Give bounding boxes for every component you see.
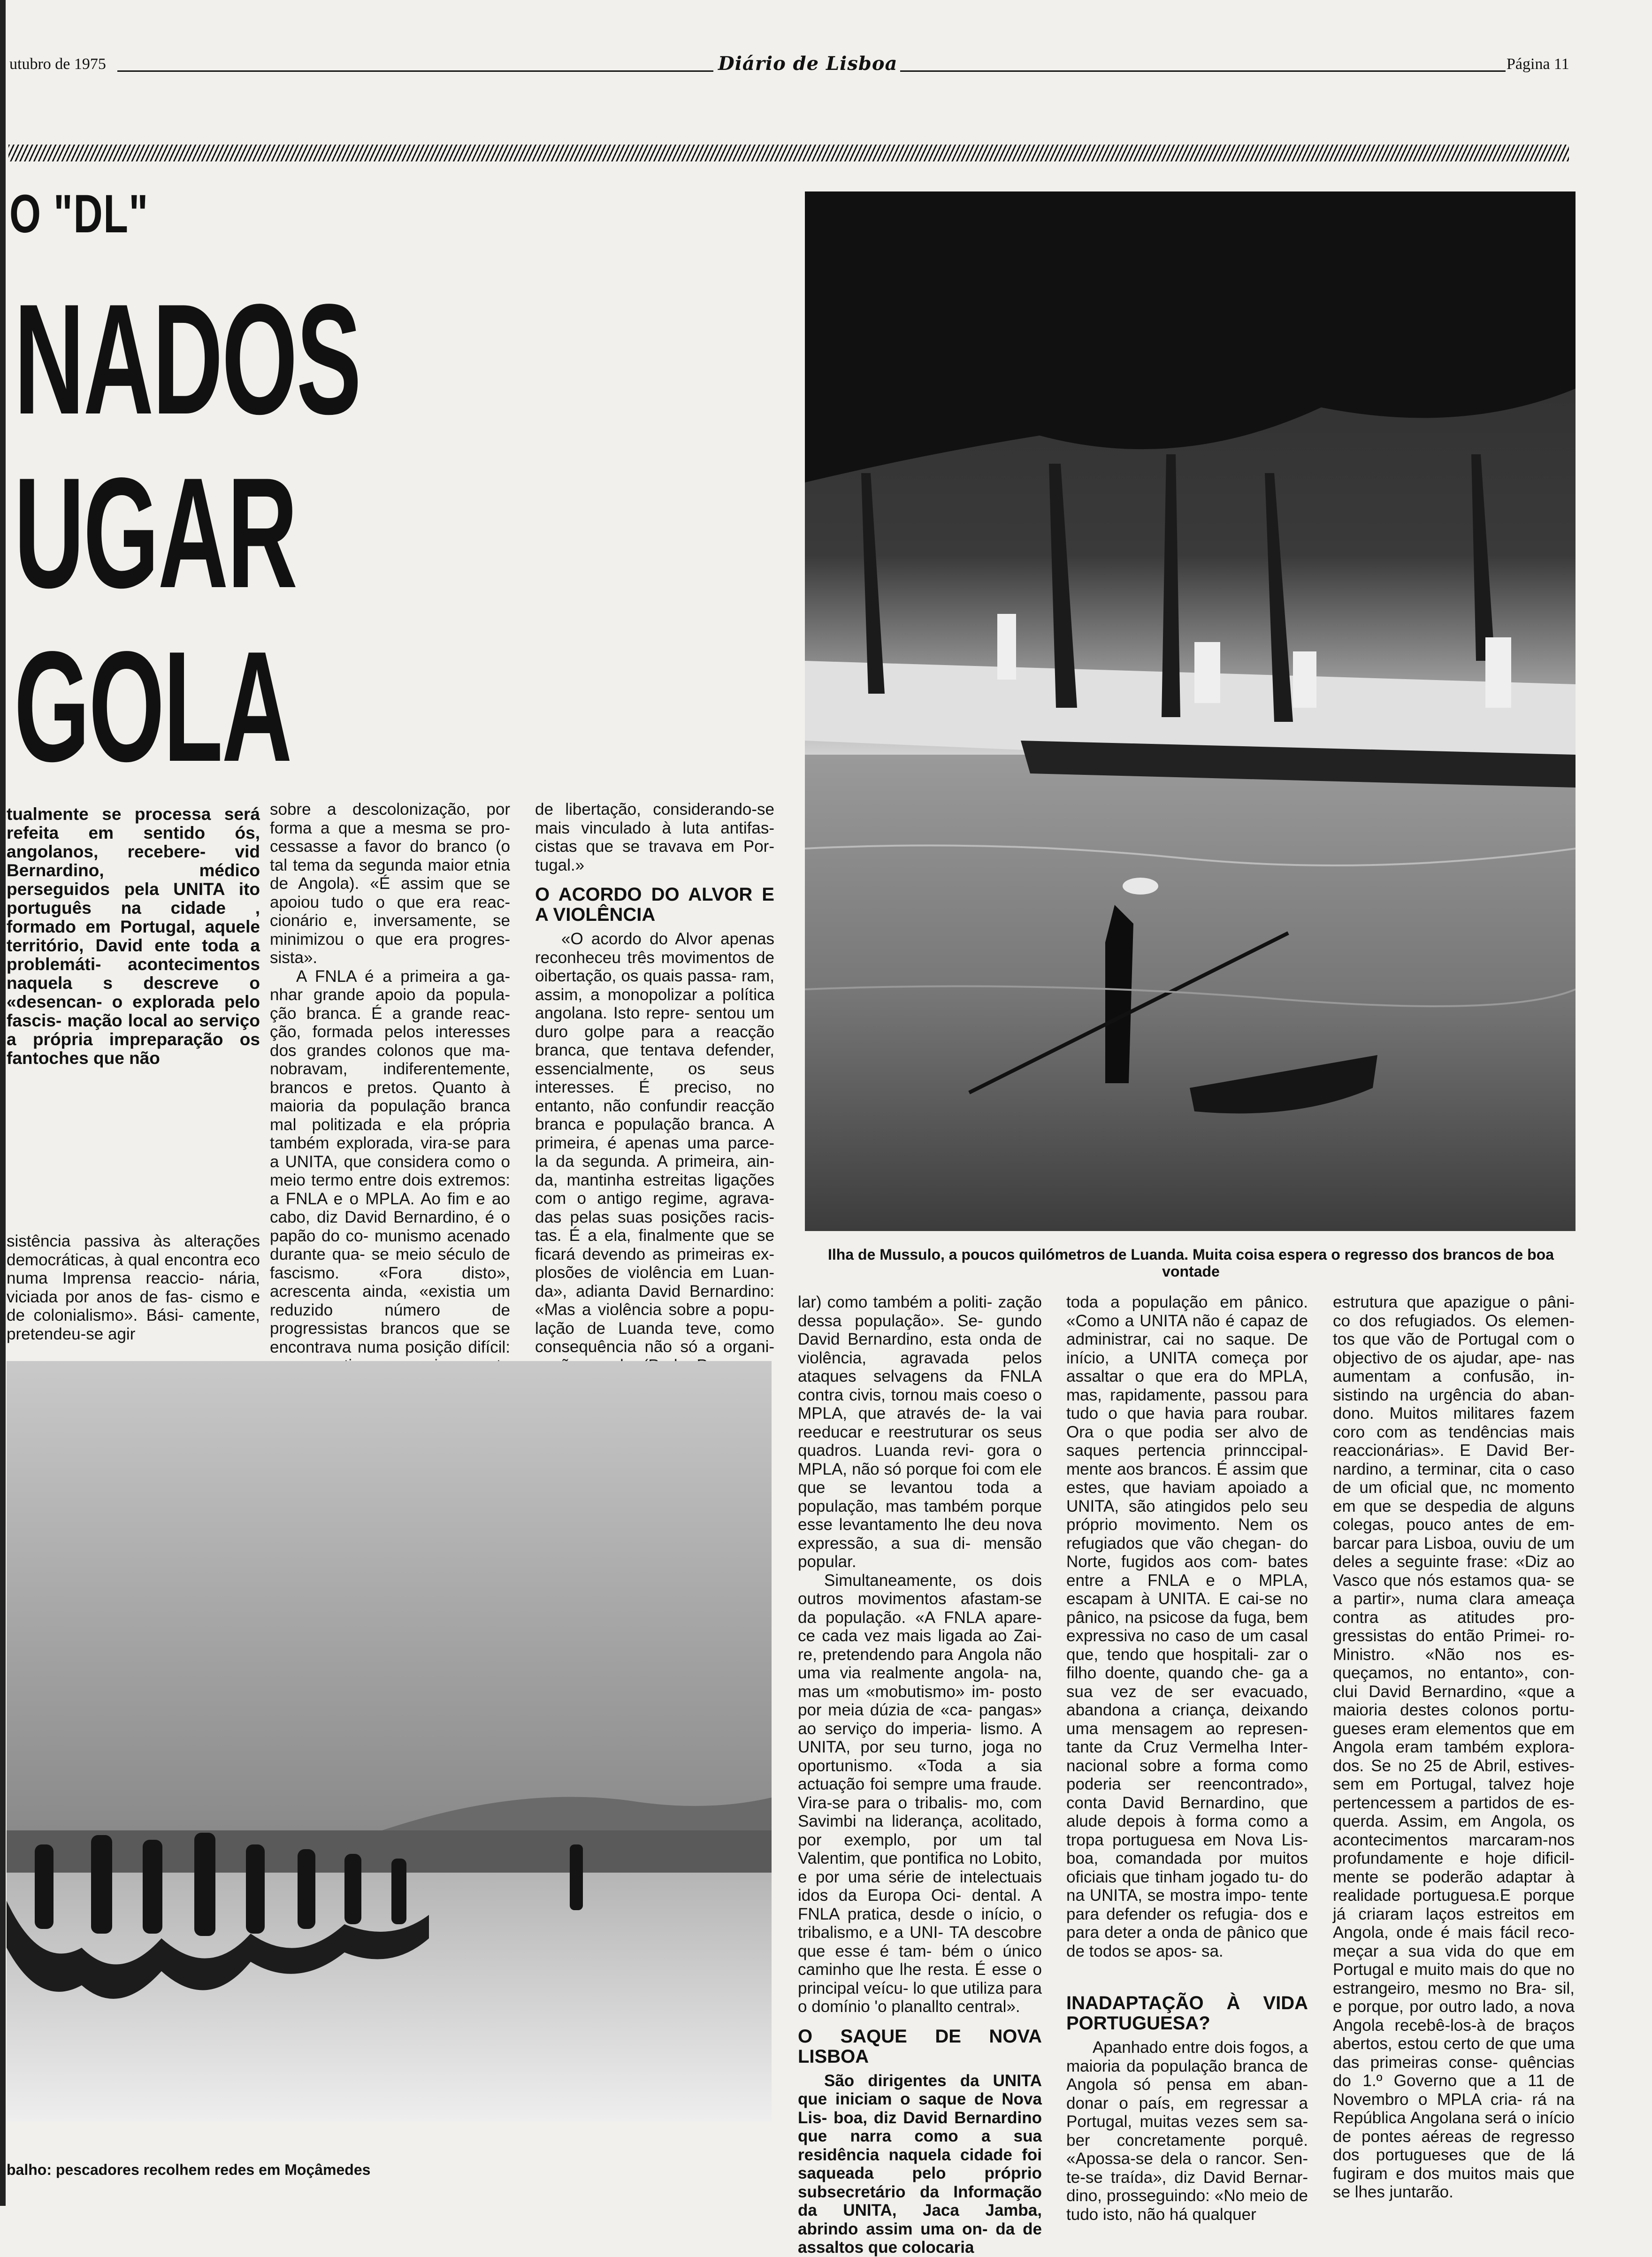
- photo-mocamedes-image: [7, 1361, 772, 2121]
- kicker: O "DL": [9, 184, 149, 244]
- col-4-p1: lar) como também a politi- zação dessa população». Se- gundo David Bernardino, esta onda de violência, agravada pelos ataques selvagens da FNLA contra civis, tornou mais coeso o MPLA, que através de- la vai reeducar e reestruturar os seus quadros. Luanda revi- gora o MPLA, não só porque foi com ele que se levantou toda a população, mas também porque esse levantamento lhe deu nova expressão, a sua di- mensão popular.: [798, 1293, 1042, 1571]
- masthead: Diário de Lisboa: [718, 53, 898, 75]
- article-col-5: [1066, 1293, 1308, 2224]
- page-number: Página 11: [1507, 55, 1569, 73]
- headline-line-3: GOLA: [14, 619, 291, 794]
- col-3-p1: de libertação, considerando-se mais vinculado à luta antifas- cistas que se travava em Por- tugal.»: [535, 800, 774, 874]
- article-col-1-bottom: [7, 1232, 260, 1343]
- photo-mocamedes: [7, 1361, 772, 2121]
- col-6-p1: estrutura que apazigue o pâni- co dos refugiados. Os elemen- tos que vão de Portugal com o objectivo de os ajudar, ape- nas aumentam a confusão, in- sistindo na urgência do aban- dono. Muitos militares fazem coro com as tendências mais reaccionárias». E David Ber- nardino, a terminar, cita o caso de um oficial que, nc momento em que se despedia de alguns colegas, pouco antes de em- barcar para Lisboa, ouviu de um deles a seguinte frase: «Diz ao Vasco que nós estamos qua- se a partir», numa clara ameaça contra as atitudes pro- gressistas do então Primei- ro-Ministro. «Não nos es- queçamos, no entanto», con- clui David Bernardino, «que a maioria destes colonos portu- gueses eram elementos que em Angola eram também explora- dos. Se no 25 de Abril, estives- sem em Portugal, talvez hoje pertencessem a partidos de es- querda. Assim, em Angola, os acontecimentos marcaram-nos profundamente e hoje dificil- mente se poderão adaptar à realidade portuguesa.E porque já criaram laços estreitos em Angola, onde é mais fácil reco- meçar a sua vida do que em Portugal e muito mais do que no estrangeiro, mesmo no Bra- sil, e porque, por outro lado, a nova Angola recebê-los-à de braços abertos, estou certo de que uma das primeiras conse- quências do 1.º Governo que a 11 de Novembro o MPLA cria- rá na República Angolana será o início de pontes aéreas de regresso dos portugueses que de lá fugiram e dos muitos mais que se lhes juntarão.: [1333, 1293, 1575, 2201]
- col-4-p3: São dirigentes da UNITA que iniciam o saque de Nova Lis- boa, diz David Bernardino que narra como a sua residência naquela cidade foi saqueada pelo próprio subsecretário da Informação da UNITA, Jaca Jamba, abrindo assim uma on- da de assaltos que colocaria: [798, 2071, 1042, 2257]
- photo-mocamedes-caption: balho: pescadores recolhem redes em Moçâmedes: [7, 2161, 371, 2178]
- col-1-bottom-text: sistência passiva às alterações democráticas, à qual encontra eco numa Imprensa reaccio- nária, viciada por anos de fas- cismo e de colonialismo». Bási- camente, pretendeu-se agir: [7, 1232, 260, 1343]
- article-col-2: [270, 800, 510, 1393]
- headline-line-1: NADOS: [14, 271, 360, 447]
- photo-mussulo: [805, 191, 1576, 1231]
- page-edge-bar: [0, 0, 6, 2206]
- article-col-6: [1333, 1293, 1575, 2202]
- article-col-4: [798, 1293, 1042, 2257]
- subhead-alvor: O ACORDO DO ALVOR E A VIOLÊNCIA: [535, 884, 774, 925]
- photo-mussulo-caption: Ilha de Mussulo, a poucos quilómetros de Luanda. Muita coisa espera o regresso dos brancos de boa vontade: [827, 1246, 1554, 1280]
- col-2-p1: sobre a descolonização, por forma a que a mesma se pro- cessasse a favor do branco (o tal tema da segunda maior etnia de Angola). «É assim que se apoiou tudo o que era reac- cionário e, inversamente, se minimizou o que era progres- sista».: [270, 800, 510, 967]
- subhead-saque: O SAQUE DE NOVA LISBOA: [798, 2026, 1042, 2067]
- headline-line-2: UGAR: [14, 445, 297, 620]
- hatched-rule: [8, 145, 1569, 161]
- header-rule-left: [117, 70, 713, 72]
- col-2-p2: A FNLA é a primeira a ga- nhar grande apoio da popula- ção branca. É a grande reac- ção, formada pelos interesses dos grandes colonos que ma- nobravam, indiferentemente, brancos e pretos. Quanto à maioria da população branca mal politizada e ela própria também explorada, vira-se para a UNITA, que considera como o meio termo entre dois extremos: a FNLA e o MPLA. Ao fim e ao cabo, diz David Bernardino, é o papão do co- munismo acenado durante qua- se meio século de fascismo. «Fora disto», acrescenta ainda, «existia um reduzido número de progressistas brancos que se encontrava numa posição difícil:: [270, 967, 510, 1356]
- header-rule-right: [900, 70, 1506, 72]
- col-5-p2: Apanhado entre dois fogos, a maioria da população branca de Angola só pensa em aban- donar o país, em regressar a Portugal, muitas vezes sem sa- ber concretamente porquê. «Apossa-se dela o rancor. Sen- te-se traída», diz David Bernar- dino, prosseguindo: «No meio de tudo isto, não há qualquer: [1066, 2038, 1308, 2224]
- col-5-p1: toda a população em pânico. «Como a UNITA não é capaz de administrar, cai no saque. De início, a UNITA começa por assaltar o que era do MPLA, mas, rapidamente, passou para tudo o que havia para roubar. Ora o que podia ser alvo de saques pertencia prinnccipal- mente aos brancos. É assim que estes, que haviam apoiado a UNITA, são atingidos pelo seu próprio movimento. Nem os refugiados que vão chegan- do Norte, fugidos aos com- bates entre a FNLA e o MPLA, escapam à UNITA. E cai-se no pânico, na psicose da fuga, bem expressiva no caso de um casal que, tendo que hospitali- zar o filho doente, quando che- ga a sua vez de ser evacuado, abandona a criança, deixando uma mensagem ao represen- tante da Cruz Vermelha Inter- nacional sobre a forma como poderia ser reencontrado», conta David Bernardino, que alude depois à forma como a tropa portuguesa em Nova Lis- boa, comandada por muitos oficiais que tinham jogado tu- do na UNITA, se mostra impo- tente para defender os refugia- dos e para deter a onda de pânico que de todos se apos- sa.: [1066, 1293, 1308, 1960]
- article-col-3: [535, 800, 774, 1375]
- issue-date: utubro de 1975: [9, 55, 106, 73]
- col-1-top-text: tualmente se processa será refeita em sentido ós, angolanos, recebere- vid Bernardino, médico perseguidos pela UNITA ito português na cidade , formado em Portugal, aquele território, David ente toda a problemáti- acontecimentos naquela s descreve o «desencan- o explorada pelo fascis- mação local ao serviço a própria impreparação os fantoches que não: [7, 804, 260, 1068]
- subhead-inadaptacao: INADAPTAÇÃO À VIDA PORTUGUESA?: [1066, 1993, 1308, 2034]
- col-3-p2: «O acordo do Alvor apenas reconheceu três movimentos de oibertação, os quais passa- ram, assim, a monopolizar a política angolana. Isto repre- sentou um duro golpe para a reacção branca, que tentava defender, essencialmente, os seus interesses. É preciso, no entanto, não confundir reacção branca e população branca. A primeira, é apenas uma parce- la da segunda. A primeira, ain- da, mantinha estreitas ligações com o antigo regime, agrava- das pelas suas posições racis- tas. É a ela, finalmente que se ficará devendo as primeiras ex- plosões de violência em Luan- da», adianta David Bernardino: «Mas a violência sobre a popu- lação de Luanda teve, como consequência não só a organi-: [535, 930, 774, 1356]
- photo-mussulo-image: [805, 191, 1576, 1231]
- col-4-p2: Simultaneamente, os dois outros movimentos afastam-se da população. «A FNLA apare- ce cada vez mais ligada ao Zai- re, pretendendo para Angola não uma via realmente angola- na, mas um «mobutismo» im- posto por meia dúzia de «ca- pangas» ao serviço do imperia- lismo. A UNITA, por seu turno, joga no oportunismo. «Toda a sia actuação foi sempre uma fraude. Vira-se para o tribalis- mo, com Savimbi na liderança, acolitado, por exemplo, por um tal Valentim, que pontifica no Lobito, e por uma série de intelectuais idos da Europa Oci- dental. A FNLA pratica, desde o início, o tribalismo, e a UNI- TA descobre que esse é tam- bém o único caminho que lhe resta. É esse o principal veícu- lo que utiliza para o domínio 'o planallto central».: [798, 1571, 1042, 2016]
- article-col-1-top: [7, 805, 260, 1068]
